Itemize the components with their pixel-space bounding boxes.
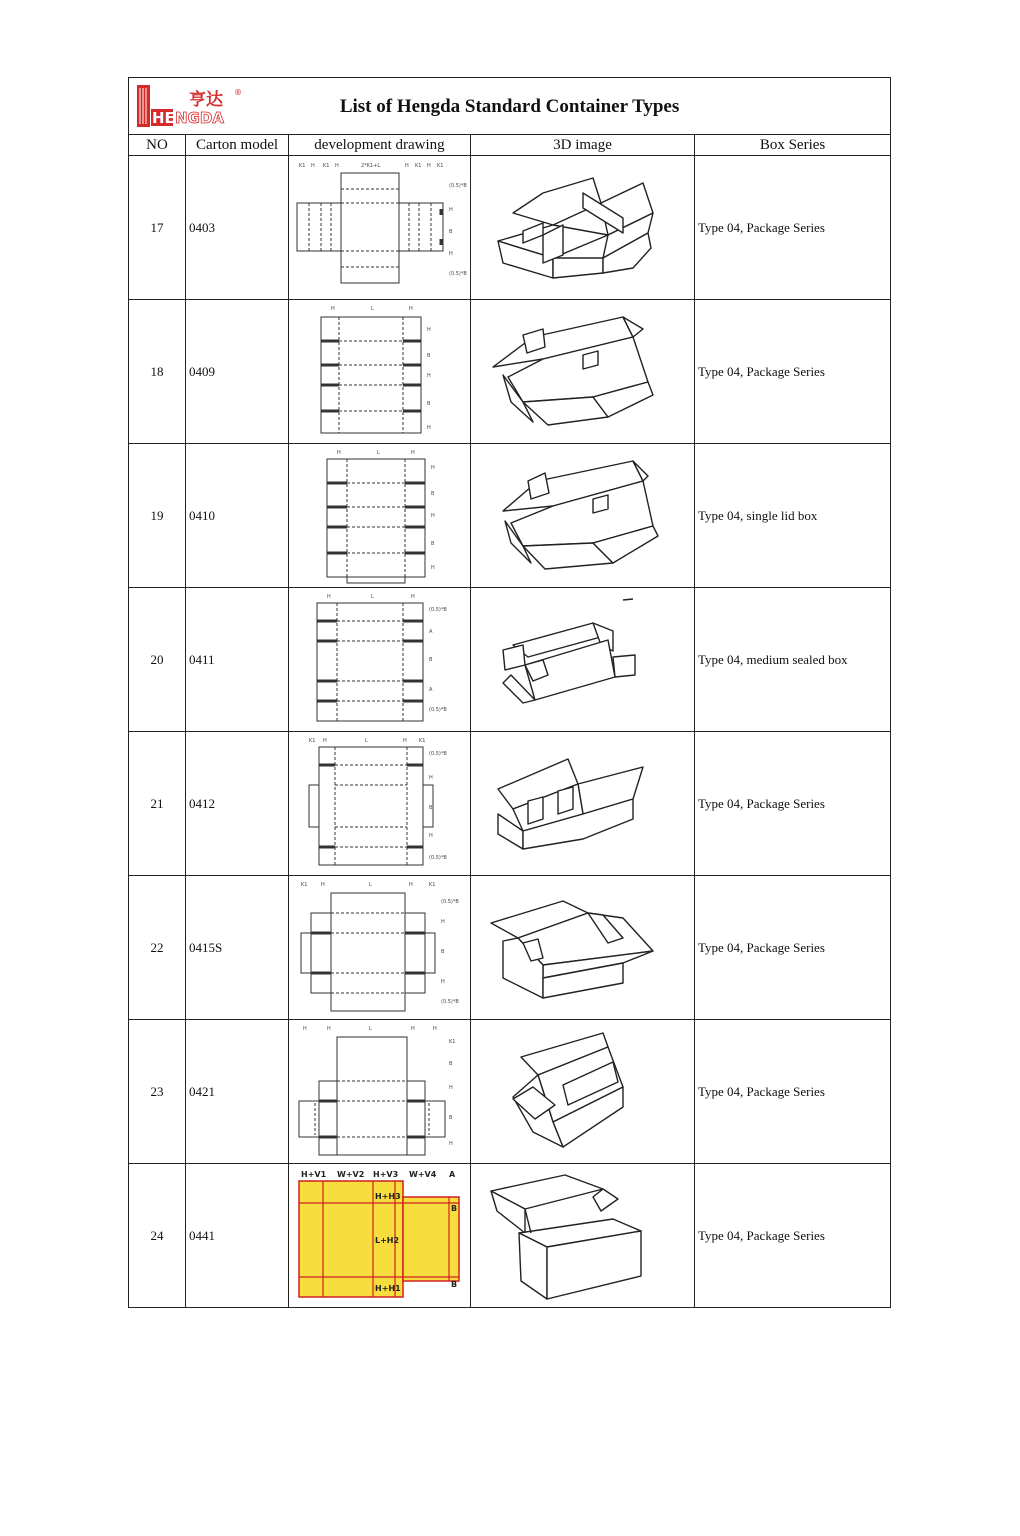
development-drawing-0441 [289, 1164, 471, 1308]
svg-text:K1: K1 [308, 737, 315, 744]
svg-text:K1: K1 [300, 881, 307, 888]
svg-text:H: H [334, 162, 339, 169]
page-title: List of Hengda Standard Container Types [339, 96, 680, 117]
row-no: 21 [129, 732, 186, 876]
row-box-series: Type 04, Package Series [695, 876, 891, 1020]
svg-text:H: H [320, 881, 325, 888]
svg-text:A: A [428, 628, 432, 635]
col-header-no: NO [129, 135, 186, 156]
row-model: 0410 [186, 444, 289, 588]
svg-text:K1: K1 [418, 737, 425, 744]
svg-text:(0.5)*B: (0.5)*B [440, 898, 459, 905]
row-box-series: Type 04, Package Series [695, 732, 891, 876]
3d-image-0409 [471, 300, 695, 444]
3d-image-0421 [471, 1020, 695, 1164]
row-model: 0403 [186, 156, 289, 300]
table-row [129, 1020, 891, 1164]
development-drawing-0421 [289, 1020, 471, 1164]
svg-text:H: H [440, 918, 445, 925]
row-no: 24 [129, 1164, 186, 1308]
svg-text:H+H3: H+H3 [374, 1191, 401, 1201]
svg-text:B: B [430, 540, 434, 547]
svg-text:W+V2: W+V2 [336, 1169, 364, 1179]
svg-text:H: H [440, 978, 445, 985]
svg-text:H: H [408, 305, 413, 312]
svg-text:H: H [428, 774, 433, 781]
container-types-table [128, 77, 891, 1308]
svg-text:H: H [448, 1140, 453, 1147]
svg-text:(0.5)*B: (0.5)*B [440, 998, 459, 1005]
svg-text:B: B [428, 656, 432, 663]
svg-text:L: L [370, 593, 374, 600]
svg-text:K1: K1 [436, 162, 443, 169]
row-box-series: Type 04, single lid box [695, 444, 891, 588]
svg-text:W+V4: W+V4 [408, 1169, 436, 1179]
row-model: 0411 [186, 588, 289, 732]
row-no: 22 [129, 876, 186, 1020]
row-box-series: Type 04, Package Series [695, 156, 891, 300]
3d-image-0411 [471, 588, 695, 732]
svg-text:亨达: 亨达 [189, 90, 223, 110]
svg-text:H: H [330, 305, 335, 312]
svg-text:H: H [428, 832, 433, 839]
svg-text:(0.5)*B: (0.5)*B [428, 606, 447, 613]
development-drawing-0409 [289, 300, 471, 444]
svg-text:L: L [368, 1025, 372, 1032]
svg-text:H: H [410, 1025, 415, 1032]
svg-text:L: L [368, 881, 372, 888]
col-header-box-series: Box Series [695, 135, 891, 156]
svg-text:B: B [440, 948, 444, 955]
row-no: 17 [129, 156, 186, 300]
3d-image-0403 [471, 156, 695, 300]
col-header-carton-model: Carton model [186, 135, 289, 156]
svg-text:H: H [410, 593, 415, 600]
svg-text:H: H [322, 737, 327, 744]
svg-text:A: A [448, 1169, 455, 1179]
row-box-series: Type 04, Package Series [695, 1164, 891, 1308]
row-no: 18 [129, 300, 186, 444]
svg-text:B: B [450, 1203, 457, 1213]
table-row [129, 1164, 891, 1308]
svg-text:H+V3: H+V3 [372, 1169, 398, 1179]
svg-text:(0.5)*B: (0.5)*B [428, 706, 447, 713]
svg-text:H+V1: H+V1 [300, 1169, 326, 1179]
row-no: 19 [129, 444, 186, 588]
svg-text:B: B [450, 1279, 457, 1289]
3d-image-0410 [471, 444, 695, 588]
svg-text:H: H [430, 464, 435, 471]
svg-text:H: H [426, 424, 431, 431]
svg-text:H: H [432, 1025, 437, 1032]
svg-text:K1: K1 [414, 162, 421, 169]
development-drawing-0415s [289, 876, 471, 1020]
table-row [129, 876, 891, 1020]
row-model: 0412 [186, 732, 289, 876]
svg-text:K1: K1 [298, 162, 305, 169]
svg-text:H: H [426, 372, 431, 379]
svg-text:H: H [326, 593, 331, 600]
svg-text:®: ® [234, 88, 242, 97]
svg-text:B: B [426, 400, 430, 407]
svg-text:(0.5)*B: (0.5)*B [428, 854, 447, 861]
svg-text:L: L [376, 449, 380, 456]
svg-text:H: H [426, 162, 431, 169]
svg-text:H: H [448, 1084, 453, 1091]
svg-text:H: H [430, 512, 435, 519]
row-model: 0441 [186, 1164, 289, 1308]
row-model: 0421 [186, 1020, 289, 1164]
row-model: 0409 [186, 300, 289, 444]
svg-text:NGDA: NGDA [175, 109, 224, 127]
svg-text:H: H [426, 326, 431, 333]
svg-text:B: B [428, 804, 432, 811]
table-row [129, 732, 891, 876]
svg-text:K1: K1 [428, 881, 435, 888]
3d-image-0415s [471, 876, 695, 1020]
svg-text:H: H [326, 1025, 331, 1032]
svg-text:(0.5)*B: (0.5)*B [448, 182, 467, 189]
svg-text:B: B [426, 352, 430, 359]
svg-text:L: L [364, 737, 368, 744]
table-row [129, 300, 891, 444]
svg-text:K1: K1 [448, 1038, 455, 1045]
svg-text:B: B [448, 1060, 452, 1067]
row-model: 0415S [186, 876, 289, 1020]
svg-text:HE: HE [152, 109, 175, 127]
svg-text:K1: K1 [322, 162, 329, 169]
col-header-3d-image: 3D image [471, 135, 695, 156]
col-header-development-drawing: development drawing [289, 135, 471, 156]
svg-text:H: H [448, 206, 453, 213]
row-box-series: Type 04, medium sealed box [695, 588, 891, 732]
svg-text:B: B [430, 490, 434, 497]
row-box-series: Type 04, Package Series [695, 300, 891, 444]
svg-text:(0.5)*B: (0.5)*B [448, 270, 467, 277]
svg-text:B: B [448, 1114, 452, 1121]
container-types-sheet [128, 77, 890, 1308]
table-row [129, 588, 891, 732]
table-row [129, 444, 891, 588]
svg-text:2*K1+L: 2*K1+L [360, 162, 380, 169]
svg-text:H: H [402, 737, 407, 744]
development-drawing-0411 [289, 588, 471, 732]
row-box-series: Type 04, Package Series [695, 1020, 891, 1164]
svg-text:H+H1: H+H1 [374, 1283, 401, 1293]
svg-text:(0.5)*B: (0.5)*B [428, 750, 447, 757]
svg-text:A: A [428, 686, 432, 693]
svg-text:L: L [370, 305, 374, 312]
development-drawing-0403 [289, 156, 471, 300]
svg-text:H: H [448, 250, 453, 257]
svg-text:H: H [408, 881, 413, 888]
svg-text:B: B [448, 228, 452, 235]
development-drawing-0410 [289, 444, 471, 588]
svg-text:L+H2: L+H2 [374, 1235, 399, 1245]
title-cell [129, 78, 891, 135]
3d-image-0412 [471, 732, 695, 876]
svg-text:H: H [430, 564, 435, 571]
development-drawing-0412 [289, 732, 471, 876]
svg-text:H: H [404, 162, 409, 169]
row-no: 23 [129, 1020, 186, 1164]
svg-text:H: H [410, 449, 415, 456]
svg-text:H: H [302, 1025, 307, 1032]
3d-image-0441 [471, 1164, 695, 1308]
table-row [129, 156, 891, 300]
svg-text:H: H [336, 449, 341, 456]
row-no: 20 [129, 588, 186, 732]
svg-text:H: H [310, 162, 315, 169]
